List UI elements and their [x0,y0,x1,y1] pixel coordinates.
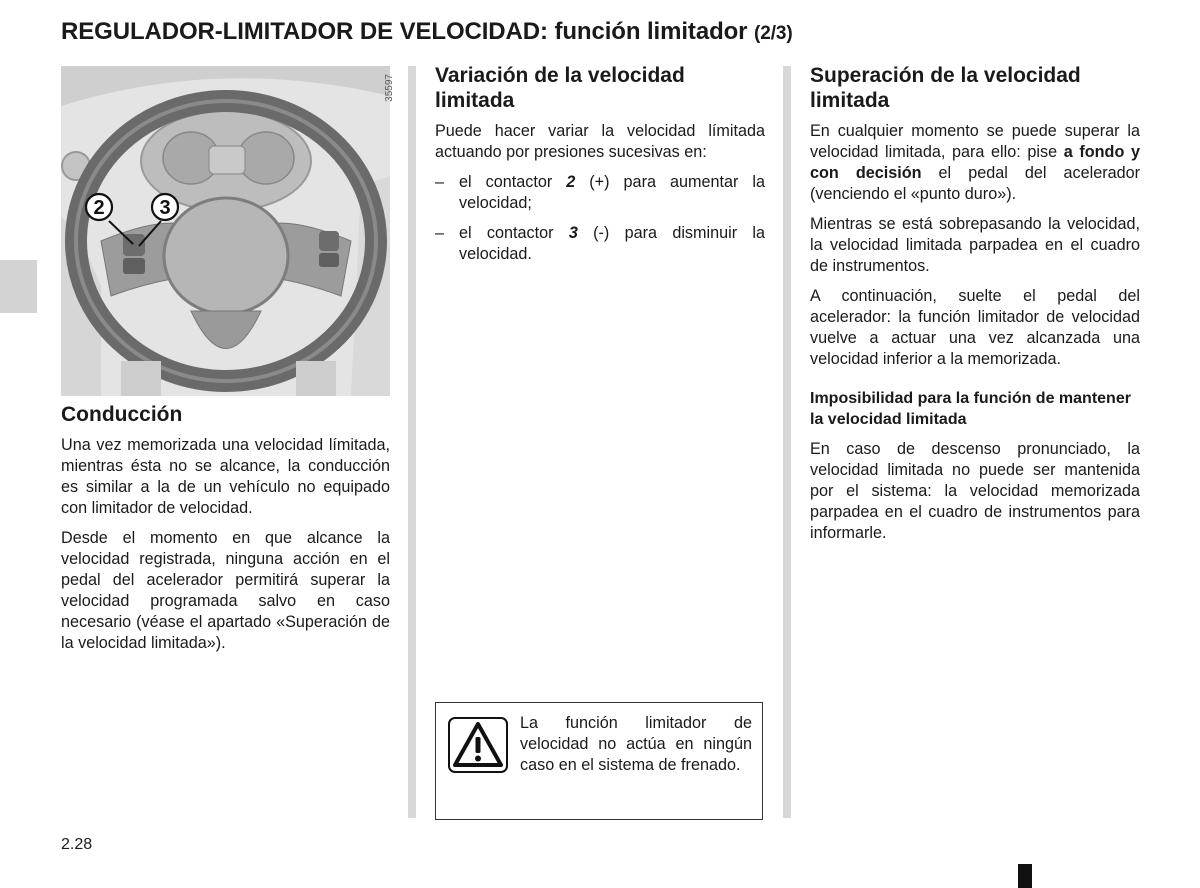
variacion-intro: Puede hacer variar la velocidad límitada actuando por presiones sucesivas en: [435,122,765,161]
variacion-heading: Variación de la velocidad limitada [435,64,685,112]
warning-text: La función limitador de velocidad no actúa en ningún caso en el sistema de frenado. [520,714,752,774]
print-marker [1018,864,1032,888]
warning-triangle-icon [448,717,508,773]
list-dash: – [435,173,445,191]
middle-column [435,63,765,274]
list-item-text [459,172,765,214]
contactor-number: 2 [566,173,576,191]
paragraph-text: En cualquier momento se puede superar la velocidad limitada, para ello: pise [810,122,1140,161]
imposibilidad-paragraph: En caso de descenso pronunciado, la velocidad limitada no puede ser mantenida por el sistema: la velocidad memorizada parpadea en el cuadro de instrumentos para informarle. [810,440,1140,542]
figure-number: 35597 [384,74,395,102]
steering-wheel-illustration [61,66,390,396]
list-item [435,172,765,214]
conduccion-paragraph-1: Una vez memorizada una velocidad límitada, mientras ésta no se alcance, la conducción es similar a la de un vehículo no equipado con limitador de velocidad. [61,436,390,517]
title-main: REGULADOR-LIMITADOR DE VELOCIDAD: función limitador [61,18,748,45]
superacion-paragraph-1 [810,121,1140,205]
list-item [435,223,765,265]
emphasis-text: a fondo y con decisión [810,143,1140,182]
right-column [810,63,1140,553]
superacion-heading: Superación de la velocidad limitada [810,64,1081,112]
item-suffix: (-) para disminuir la velocidad. [459,224,765,263]
list-dash: – [435,224,445,242]
warning-box [435,702,763,820]
paragraph-text: el pedal del acelerador (venciendo el «punto duro»). [810,164,1140,203]
imposibilidad-subheading: Imposibilidad para la función de mantener la velocidad limitada [810,390,1131,428]
item-prefix: el contactor [459,173,567,191]
page-title [61,18,793,46]
column-divider-right [783,66,791,818]
left-column [61,402,390,663]
column-divider-left [408,66,416,818]
item-prefix: el contactor [459,224,569,242]
item-suffix: (+) para aumentar la velocidad; [459,173,765,212]
list-item-text [459,223,765,265]
callout-2: 2 [93,197,105,219]
page-number: 2.28 [61,836,93,853]
callout-3: 3 [159,197,171,219]
section-tab [0,260,37,313]
title-part: (2/3) [754,23,793,44]
superacion-paragraph-2: Mientras se está sobrepasando la velocidad, la velocidad limitada parpadea en el cuadro de instrumentos. [810,215,1140,275]
conduccion-paragraph-2: Desde el momento en que alcance la velocidad registrada, ninguna acción en el pedal del acelerador permitirá superar la velocidad programada salvo en caso necesario (véase el apartado «Superación de la velocidad limitada»). [61,529,390,652]
superacion-paragraph-3: A continuación, suelte el pedal del acelerador: la función limitador de velocidad vuelve a actuar una vez alcanzada una velocidad inferior a la memorizada. [810,287,1140,368]
contactor-number: 3 [568,224,578,242]
conduccion-heading: Conducción [61,403,183,426]
steering-wheel-figure [61,66,395,396]
